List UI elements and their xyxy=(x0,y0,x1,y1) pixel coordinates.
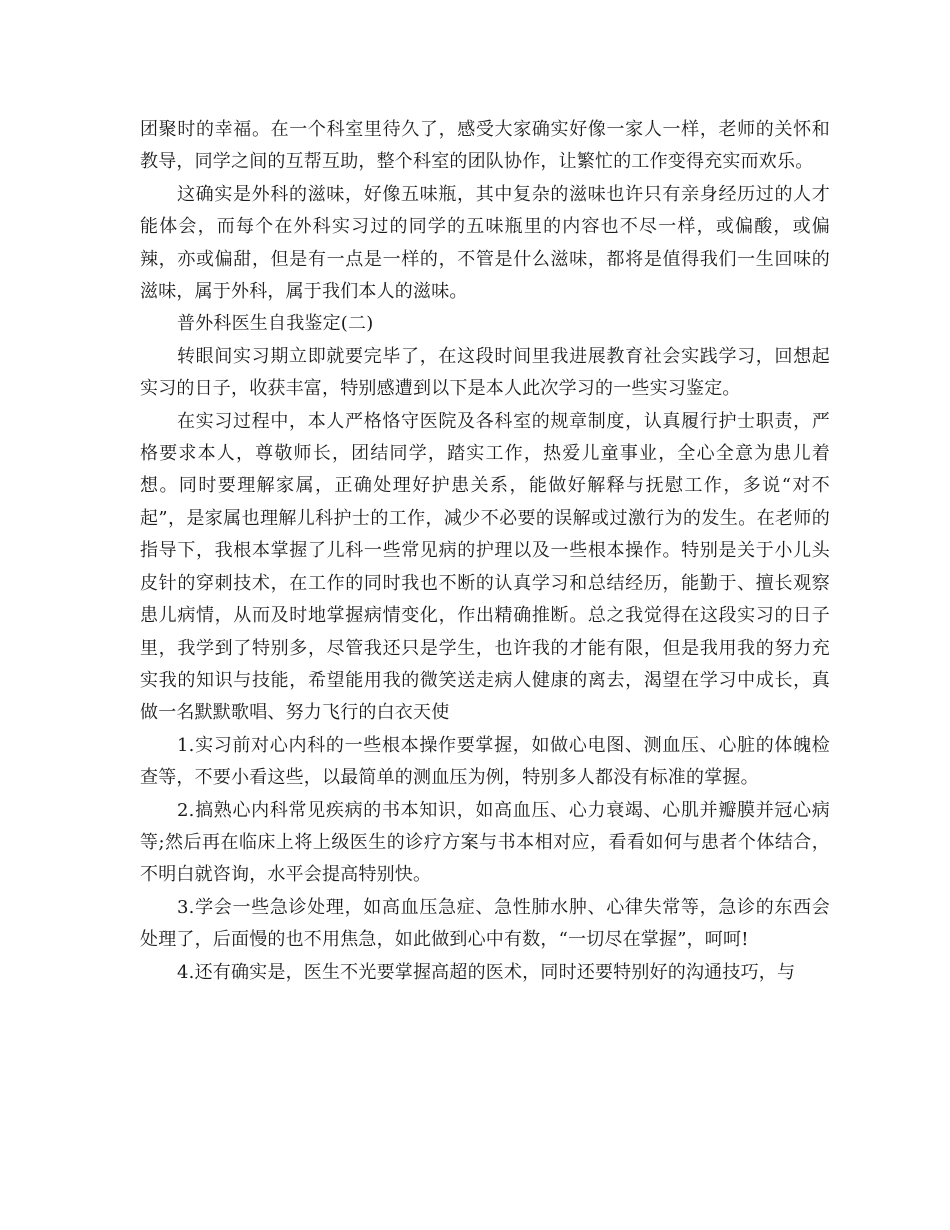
paragraph: 转眼间实习期立即就要完毕了，在这段时间里我进展教育社会实践学习，回想起实习的日子，收获丰富，特别感遭到以下是本人此次学习的一些实习鉴定。 xyxy=(140,345,830,400)
list-item: 4.还有确实是，医生不光要掌握高超的医术，同时还要特别好的沟通技巧，与 xyxy=(177,961,796,983)
list-item: 3.学会一些急诊处理，如高血压急症、急性肺水肿、心律失常等，急诊的东西会处理了，后面慢的也不用焦急，如此做到心中有数，“一切尽在掌握”，呵呵! xyxy=(140,896,830,951)
list-item: 2.搞熟心内科常见疾病的书本知识，如高血压、心力衰竭、心肌并瓣膜并冠心病等;然后再在临床上将上级医生的诊疗方案与书本相对应，看看如何与患者个体结合，不明白就咨询，水平会提高特别快。 xyxy=(140,799,830,886)
paragraph: 这确实是外科的滋味，好像五味瓶，其中复杂的滋味也许只有亲身经历过的人才能体会，而每个在外科实习过的同学的五味瓶里的内容也不尽一样，或偏酸，或偏辣，亦或偏甜，但是有一点是一样的，不管是什么滋味，都将是值得我们一生回味的滋味，属于外科，属于我们本人的滋味。 xyxy=(140,183,830,303)
section-heading: 普外科医生自我鉴定(二) xyxy=(177,313,374,335)
paragraph: 在实习过程中，本人严格恪守医院及各科室的规章制度，认真履行护士职责，严格要求本人，尊敬师长，团结同学，踏实工作，热爱儿童事业，全心全意为患儿着想。同时要理解家属，正确处理好护患关系，能做好解释与抚慰工作，多说“对不起”，是家属也理解儿科护士的工作，减少不必要的误解或过激行为的发生。在老师的指导下，我根本掌握了儿科一些常见病的护理以及一些根本操作。特别是关于小儿头皮针的穿刺技术，在工作的同时我也不断的认真学习和总结经历，能勤于、擅长观察患儿病情，从而及时地掌握病情变化，作出精确推断。总之我觉得在这段实习的日子里，我学到了特别多，尽管我还只是学生，也许我的才能有限，但是我用我的努力充实我的知识与技能，希望能用我的微笑送走病人健康的离去，渴望在学习中成长，真做一名默默歌唱、努力飞行的白衣天使 xyxy=(140,410,830,724)
document-body xyxy=(140,114,830,989)
paragraph: 团聚时的幸福。在一个科室里待久了，感受大家确实好像一家人一样，老师的关怀和教导，同学之间的互帮互助，整个科室的团队协作，让繁忙的工作变得充实而欢乐。 xyxy=(140,119,830,173)
list-item: 1.实习前对心内科的一些根本操作要掌握，如做心电图、测血压、心脏的体魄检查等，不要小看这些，以最简单的测血压为例，特别多人都没有标准的掌握。 xyxy=(140,734,830,789)
